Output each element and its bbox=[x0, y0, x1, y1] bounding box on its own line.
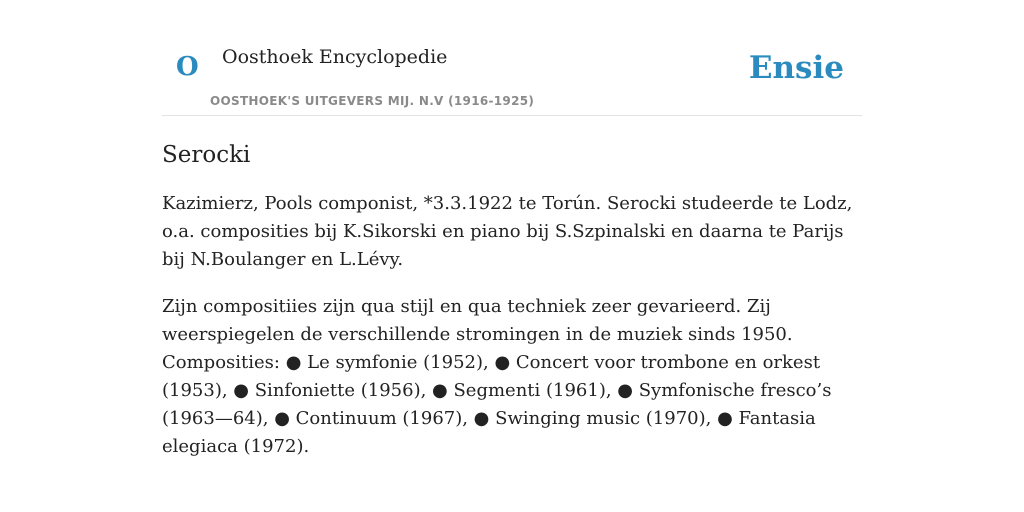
entry-title: Serocki bbox=[162, 142, 251, 168]
site-header bbox=[162, 38, 862, 116]
article-paragraph-1: Kazimierz, Pools componist, *3.3.1922 te Torún. Serocki studeerde te Lodz, o.a. composities bij K.Sikorski en piano bij S.Szpinalski en daarna te Parijs bij N.Boulanger en L.Lévy. bbox=[162, 193, 853, 270]
publication-title-link[interactable]: Oosthoek Encyclopedie bbox=[222, 46, 448, 68]
logo-link[interactable]: O bbox=[176, 52, 199, 82]
article-paragraph-2: Zijn compositiies zijn qua stijl en qua techniek zeer gevarieerd. Zij weerspiegelen de verschillende stromingen in de muziek sinds 1950. Composities: ● Le symfonie (1952), ● Concert voor trombone en orkest (1953), ● Sinfoniette (1956), ● Segmenti (1961), ● Symfonische fresco’s (1963—64), ● Continuum (1967), ● Swinging music (1970), ● Fantasia elegiaca (1972). bbox=[162, 296, 832, 457]
article-content bbox=[162, 140, 862, 480]
ensie-brand-link[interactable]: Ensie bbox=[748, 50, 844, 86]
publisher-label: OOSTHOEK'S UITGEVERS MIJ. N.V (1916-1925) bbox=[210, 94, 535, 108]
